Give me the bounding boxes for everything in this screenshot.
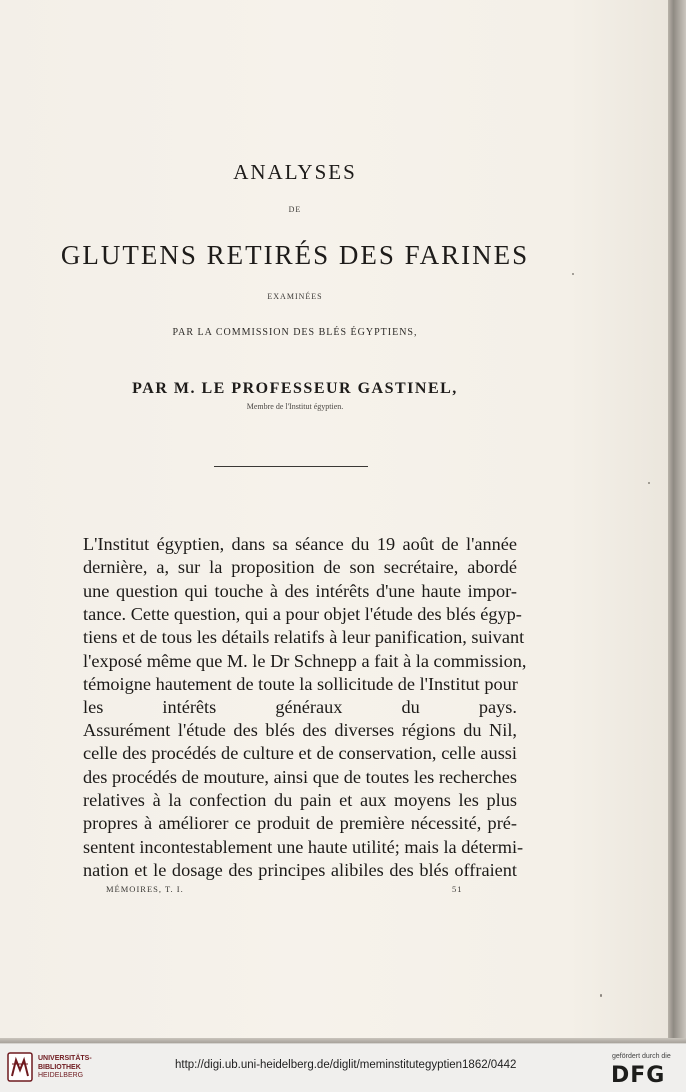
paragraph-2 — [83, 719, 524, 882]
title-de: DE — [288, 205, 302, 214]
library-line-3: HEIDELBERG — [38, 1072, 84, 1079]
title-glutens: GLUTENS RETIRÉS DES FARINES — [60, 240, 530, 270]
text-line: témoigne hautement de toute la sollicitude de l'Institut pour — [83, 674, 518, 695]
dfg-logo[interactable]: DFG — [611, 1063, 666, 1088]
text-line: nation et le dosage des principes alibiles des blés offraient — [83, 860, 517, 881]
paragraph-1 — [83, 533, 527, 720]
title-commission: PAR LA COMMISSION DES BLÉS ÉGYPTIENS, — [172, 327, 418, 338]
permalink-url[interactable]: http://digi.ub.uni-heidelberg.de/diglit/meminstitutegyptien1862/0442 — [175, 1059, 517, 1071]
text-line: sentent incontestablement une haute utilité; mais la détermi- — [83, 836, 524, 857]
library-name[interactable] — [38, 1055, 92, 1081]
text-line: tance. Cette question, qui a pour objet l'étude des blés égyp- — [83, 604, 522, 625]
folio-signature: MÉMOIRES, T. I. — [106, 884, 184, 894]
folio-number: 51 — [452, 884, 463, 894]
text-line: des procédés de mouture, ainsi que de toutes les recherches — [83, 766, 517, 787]
author-role: Membre de l'Institut égyptien. — [246, 402, 344, 411]
text-line: les intérêts généraux du pays. — [83, 697, 517, 718]
library-seal-icon[interactable] — [7, 1052, 33, 1082]
text-line: celle des procédés de culture et de conservation, celle aussi — [83, 743, 517, 764]
text-line: dernière, a, sur la proposition de son secrétaire, abordé — [83, 557, 517, 578]
library-line-2: BIBLIOTHEK — [38, 1063, 81, 1071]
text-line: tiens et de tous les détails relatifs à leur panification, suivant — [83, 627, 525, 648]
title-examinees: EXAMINÉES — [267, 292, 323, 301]
author-line: PAR M. LE PROFESSEUR GASTINEL, — [132, 380, 458, 397]
text-line: une question qui touche à des intérêts d'une haute impor- — [83, 580, 517, 601]
text-line: relatives à la confection du pain et aux moyens les plus — [83, 790, 517, 811]
text-line: L'Institut égyptien, dans sa séance du 19 août de l'année — [83, 534, 517, 554]
paper-speck — [600, 994, 602, 997]
section-rule — [214, 466, 368, 467]
text-line: l'exposé même que M. le Dr Schnepp a fait à la commission, — [83, 650, 527, 671]
title-analyses: ANALYSES — [233, 160, 357, 184]
dfg-caption: gefördert durch die — [612, 1053, 671, 1060]
text-line: propres à améliorer ce produit de première nécessité, pré- — [83, 813, 517, 834]
page-edge-shadow — [668, 0, 686, 1043]
footer-bar — [0, 1043, 686, 1092]
library-line-1: UNIVERSITÄTS- — [38, 1055, 92, 1062]
text-line: Assurément l'étude des blés des diverses régions du Nil, — [83, 720, 517, 740]
paper-speck — [648, 482, 650, 484]
paper-speck — [572, 273, 574, 275]
